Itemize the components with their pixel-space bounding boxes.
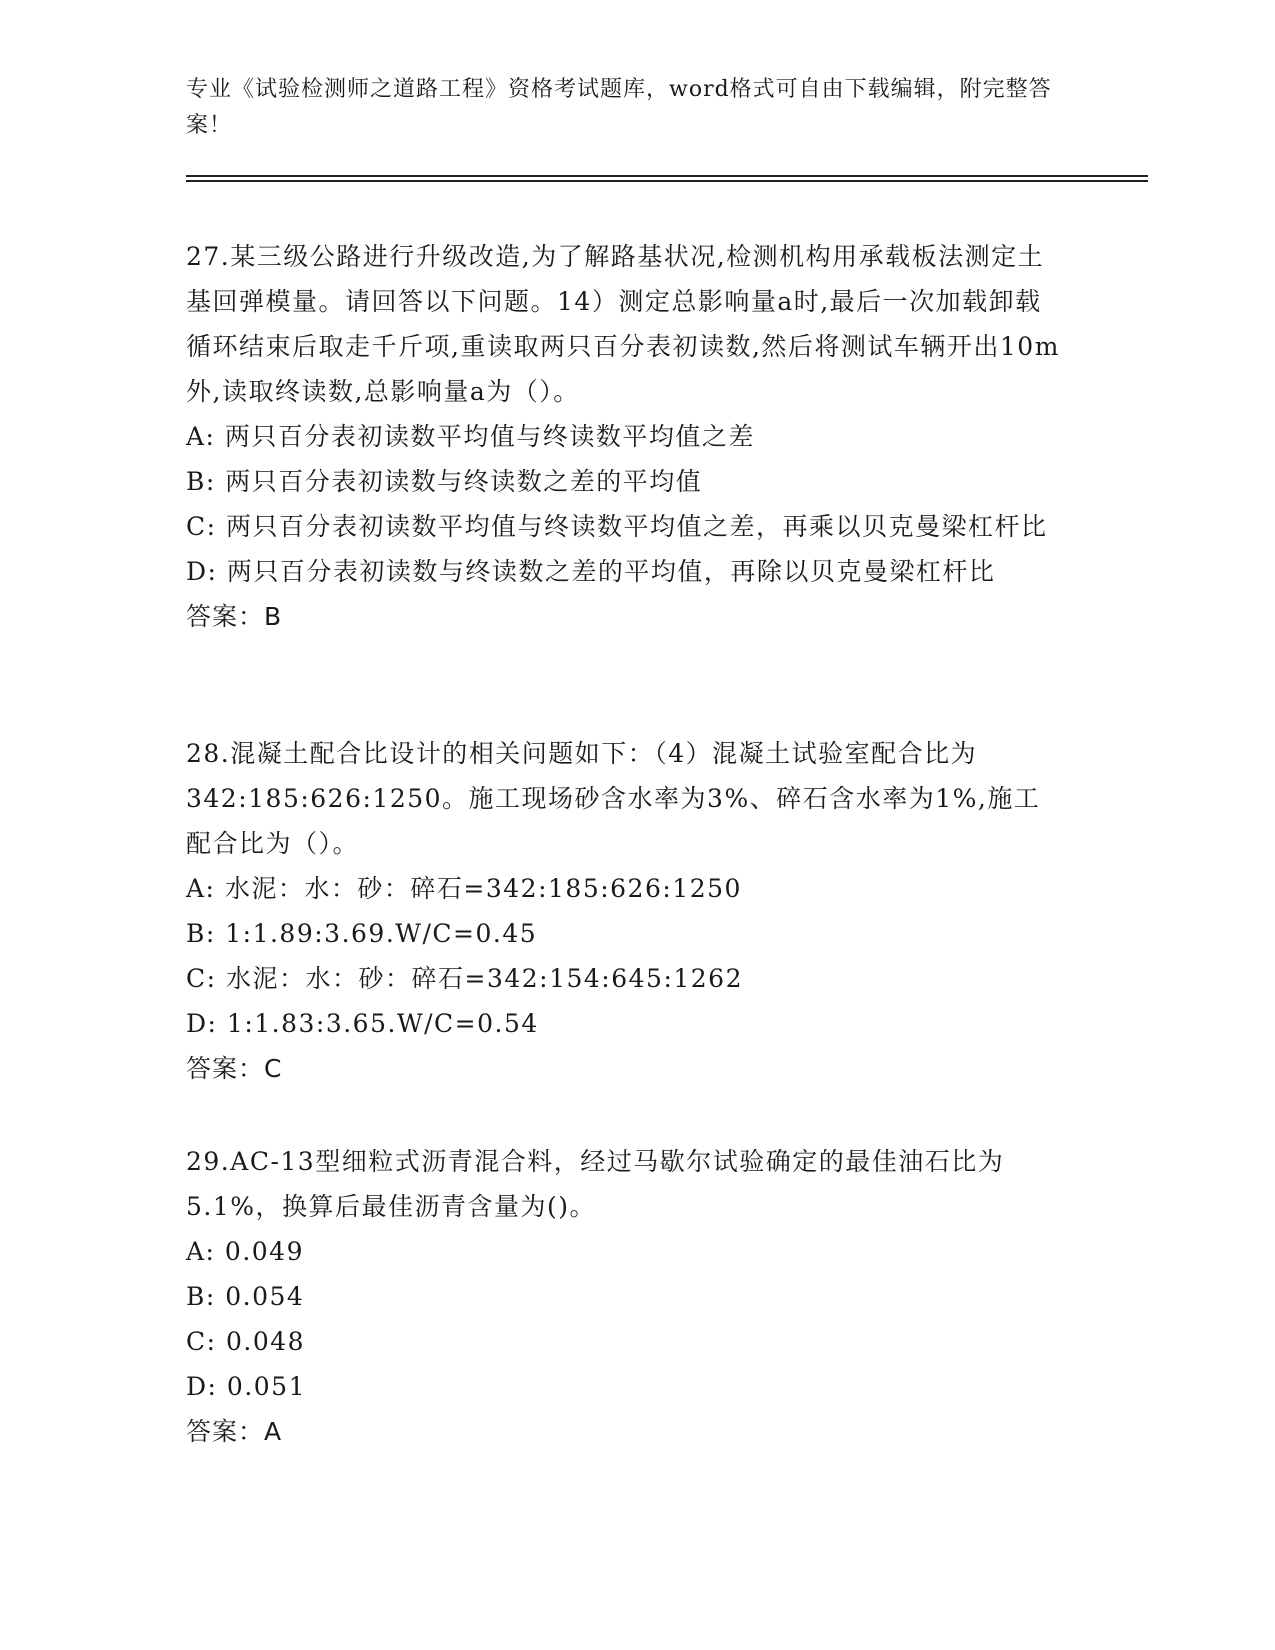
answer-label: 答案：A: [186, 1417, 283, 1446]
option-b: B: 0.054: [186, 1282, 305, 1311]
option-c: C: 两只百分表初读数平均值与终读数平均值之差，再乘以贝克曼梁杠杆比: [186, 512, 1048, 541]
document-header: 专业《试验检测师之道路工程》资格考试题库，word格式可自由下载编辑，附完整答案！: [186, 77, 1052, 138]
option-a: A: 水泥：水：砂：碎石=342:185:626:1250: [186, 874, 742, 903]
option-d: D: 两只百分表初读数与终读数之差的平均值，再除以贝克曼梁杠杆比: [186, 557, 996, 586]
option-d: D: 1:1.83:3.65.W/C=0.54: [186, 1009, 539, 1038]
question-28: [186, 731, 1066, 1091]
question-27: [186, 234, 1066, 639]
answer-label: 答案：B: [186, 602, 283, 631]
question-stem: 29.AC-13型细粒式沥青混合料，经过马歇尔试验确定的最佳油石比为5.1%，换算后最佳沥青含量为()。: [186, 1147, 1005, 1221]
option-d: D: 0.051: [186, 1372, 306, 1401]
header-divider-bottom: [186, 180, 1148, 182]
question-29: [186, 1139, 1066, 1454]
option-b: B: 1:1.89:3.69.W/C=0.45: [186, 919, 538, 948]
option-a: A: 0.049: [186, 1237, 304, 1266]
option-c: C: 水泥：水：砂：碎石=342:154:645:1262: [186, 964, 743, 993]
option-a: A: 两只百分表初读数平均值与终读数平均值之差: [186, 422, 755, 451]
header-divider-top: [186, 175, 1148, 177]
answer-label: 答案：C: [186, 1054, 283, 1083]
question-stem: 28.混凝土配合比设计的相关问题如下：（4）混凝土试验室配合比为342:185:626:1250。施工现场砂含水率为3%、碎石含水率为1%,施工配合比为（）。: [186, 739, 1041, 858]
question-stem: 27.某三级公路进行升级改造,为了解路基状况,检测机构用承载板法测定土基回弹模量。请回答以下问题。14）测定总影响量a时,最后一次加载卸载循环结束后取走千斤项,重读取两只百分表初读数,然后将测试车辆开出10m外,读取终读数,总影响量a为（）。: [186, 242, 1060, 406]
option-c: C: 0.048: [186, 1327, 306, 1356]
option-b: B: 两只百分表初读数与终读数之差的平均值: [186, 467, 703, 496]
